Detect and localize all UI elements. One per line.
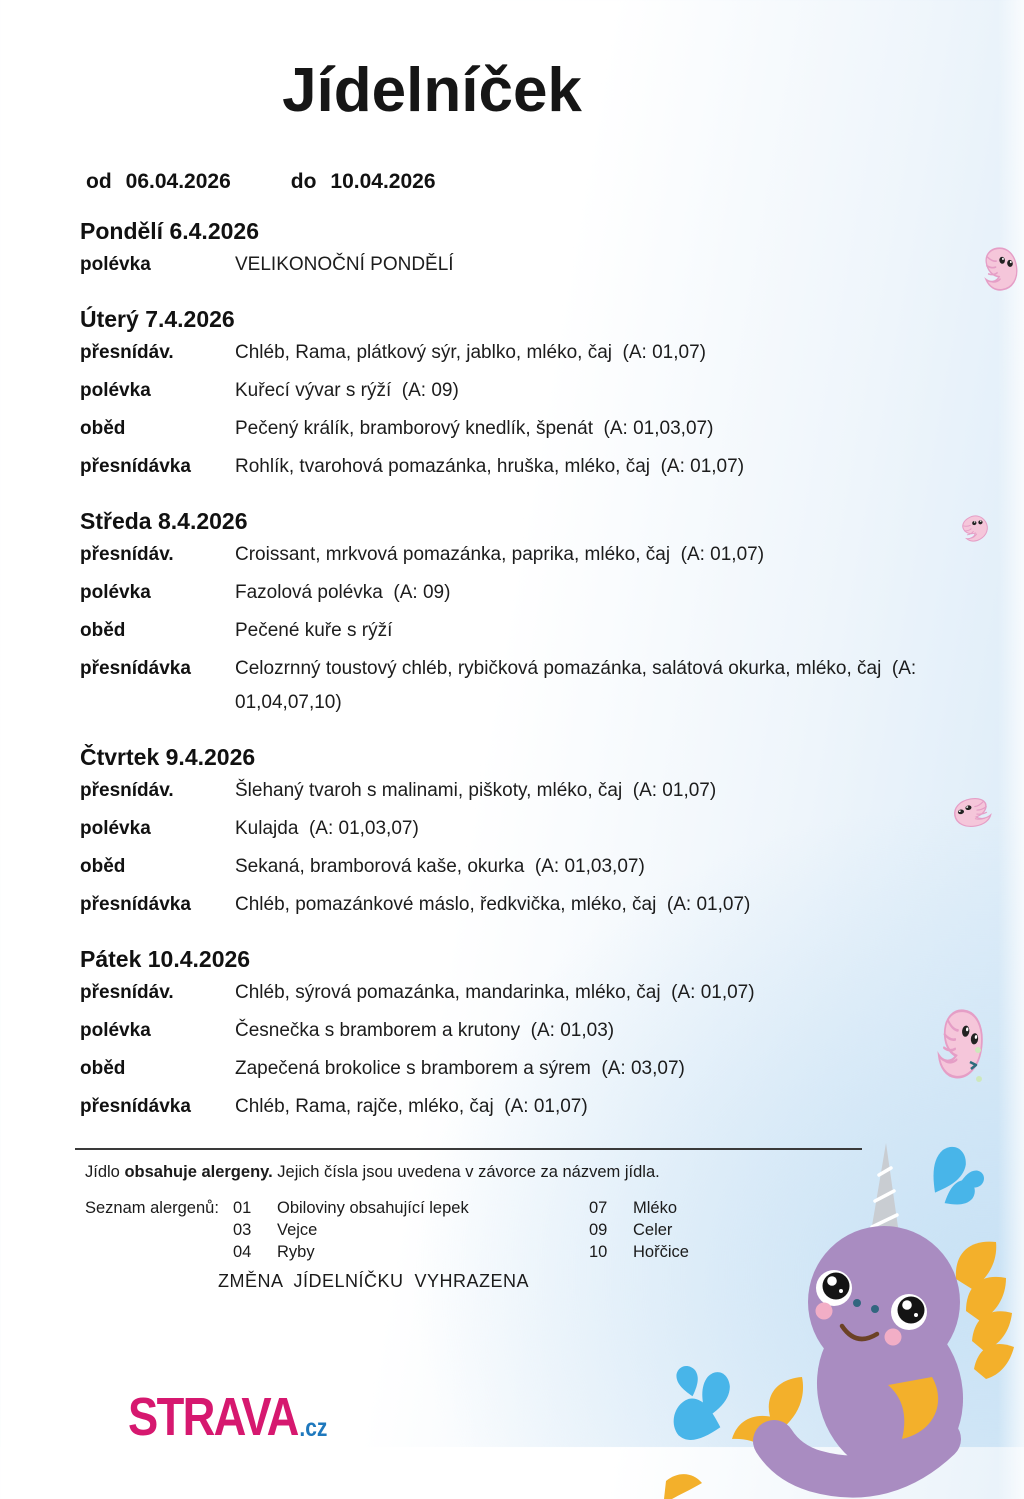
meal-row — [80, 576, 944, 610]
day-section-thursday — [80, 744, 944, 922]
meal-description: Rohlík, tvarohová pomazánka, hruška, mléko, čaj (A: 01,07) — [235, 455, 745, 477]
date-to-value: 10.04.2026 — [330, 169, 436, 193]
allergen-list-label: Seznam alergenů: — [85, 1198, 219, 1217]
meal-type-label: oběd — [80, 1057, 126, 1079]
date-from-label: od — [86, 169, 112, 193]
strava-logo-brand: STRAVA — [128, 1387, 298, 1447]
separator-line — [75, 1148, 862, 1150]
allergen-name: Hořčice — [633, 1242, 689, 1261]
page-title: Jídelníček — [282, 56, 582, 125]
meal-row — [80, 850, 944, 884]
day-section-friday — [80, 946, 944, 1124]
meal-type-label: polévka — [80, 817, 151, 839]
day-section-tuesday — [80, 306, 944, 484]
meal-description: Celozrnný toustový chléb, rybičková pomazánka, salátová okurka, mléko, čaj (A: 01,04,07,10) — [235, 657, 922, 713]
meal-type-label: přesnídáv. — [80, 779, 174, 801]
allergen-name: Vejce — [277, 1220, 318, 1239]
meal-description: Chléb, sýrová pomazánka, mandarinka, mléko, čaj (A: 01,07) — [235, 981, 755, 1003]
day-section-wednesday — [80, 508, 944, 720]
meal-type-label: oběd — [80, 855, 126, 877]
meal-description: Kulajda (A: 01,03,07) — [235, 817, 419, 839]
meal-row — [80, 374, 944, 408]
date-from-value: 06.04.2026 — [125, 169, 231, 193]
date-range — [86, 170, 944, 194]
meal-row — [80, 450, 944, 484]
allergen-list — [85, 1197, 944, 1263]
meal-row — [80, 774, 944, 808]
meal-row — [80, 812, 944, 846]
meal-description: Šlehaný tvaroh s malinami, piškoty, mléko, čaj (A: 01,07) — [235, 779, 717, 801]
date-to-label: do — [290, 169, 317, 193]
meal-row — [80, 976, 944, 1010]
meal-type-label: přesnídáv. — [80, 981, 174, 1003]
allergen-number: 04 — [233, 1242, 252, 1261]
meal-row — [80, 412, 944, 446]
allergen-number: 03 — [233, 1220, 252, 1239]
meal-type-label: polévka — [80, 581, 151, 603]
strava-logo-tld: .cz — [299, 1414, 328, 1442]
day-section-monday — [80, 218, 944, 282]
meal-type-label: polévka — [80, 253, 151, 275]
meal-row — [80, 336, 944, 370]
meal-description: Pečené kuře s rýží — [235, 619, 393, 641]
meal-type-label: přesnídávka — [80, 455, 191, 477]
meal-type-label: přesnídávka — [80, 1095, 191, 1117]
meal-type-label: oběd — [80, 417, 126, 439]
day-header: Pátek 10.4.2026 — [80, 945, 251, 972]
meal-description: Fazolová polévka (A: 09) — [235, 581, 451, 603]
allergen-number: 07 — [589, 1198, 608, 1217]
meal-description: Croissant, mrkvová pomazánka, paprika, mléko, čaj (A: 01,07) — [235, 543, 765, 565]
allergen-number: 10 — [589, 1242, 608, 1261]
allergen-name: Celer — [633, 1220, 673, 1239]
meal-row — [80, 538, 944, 572]
allergen-name: Ryby — [277, 1242, 315, 1261]
allergen-note-rest: Jejich čísla jsou uvedena v závorce za názvem jídla. — [272, 1162, 660, 1181]
meal-description: Sekaná, bramborová kaše, okurka (A: 01,03,07) — [235, 855, 645, 877]
allergen-note — [85, 1161, 944, 1183]
meal-description: Chléb, pomazánkové máslo, ředkvička, mléko, čaj (A: 01,07) — [235, 893, 751, 915]
day-header: Čtvrtek 9.4.2026 — [80, 743, 256, 770]
meal-description: Chléb, Rama, rajče, mléko, čaj (A: 01,07) — [235, 1095, 588, 1117]
change-notice: ZMĚNA JÍDELNÍČKU VYHRAZENA — [218, 1270, 530, 1291]
meal-type-label: polévka — [80, 1019, 151, 1041]
meal-description: Pečený králík, bramborový knedlík, špenát (A: 01,03,07) — [235, 417, 714, 439]
meal-row — [80, 652, 944, 720]
day-header: Úterý 7.4.2026 — [80, 305, 235, 332]
day-header: Středa 8.4.2026 — [80, 507, 248, 534]
day-header: Pondělí 6.4.2026 — [80, 217, 259, 244]
meal-type-label: polévka — [80, 379, 151, 401]
meal-type-label: přesnídávka — [80, 657, 191, 679]
page-content — [0, 52, 1024, 1292]
allergen-number: 09 — [589, 1220, 608, 1239]
allergen-name: Obiloviny obsahující lepek — [277, 1198, 469, 1217]
meal-type-label: oběd — [80, 619, 126, 641]
meal-description: Kuřecí vývar s rýží (A: 09) — [235, 379, 459, 401]
meal-row — [80, 1014, 944, 1048]
meal-row — [80, 248, 944, 282]
allergen-number: 01 — [233, 1198, 252, 1217]
allergen-note-bold: obsahuje alergeny. — [124, 1162, 273, 1181]
menu-document — [0, 52, 1024, 1499]
meal-type-label: přesnídáv. — [80, 341, 174, 363]
meal-row — [80, 888, 944, 922]
meal-type-label: přesnídávka — [80, 893, 191, 915]
meal-row — [80, 1090, 944, 1124]
meal-description: Česnečka s bramborem a krutony (A: 01,03) — [235, 1019, 615, 1041]
meal-description: Zapečená brokolice s bramborem a sýrem (A: 03,07) — [235, 1057, 685, 1079]
meal-type-label: přesnídáv. — [80, 543, 174, 565]
allergen-name: Mléko — [633, 1198, 678, 1217]
allergen-note-prefix: Jídlo — [85, 1162, 125, 1181]
meal-row — [80, 1052, 944, 1086]
water-drops-bottom — [671, 1363, 734, 1445]
meal-description: Chléb, Rama, plátkový sýr, jablko, mléko, čaj (A: 01,07) — [235, 341, 706, 363]
strava-logo — [128, 1387, 328, 1447]
meal-row — [80, 614, 944, 648]
meal-description: VELIKONOČNÍ PONDĚLÍ — [235, 253, 454, 275]
